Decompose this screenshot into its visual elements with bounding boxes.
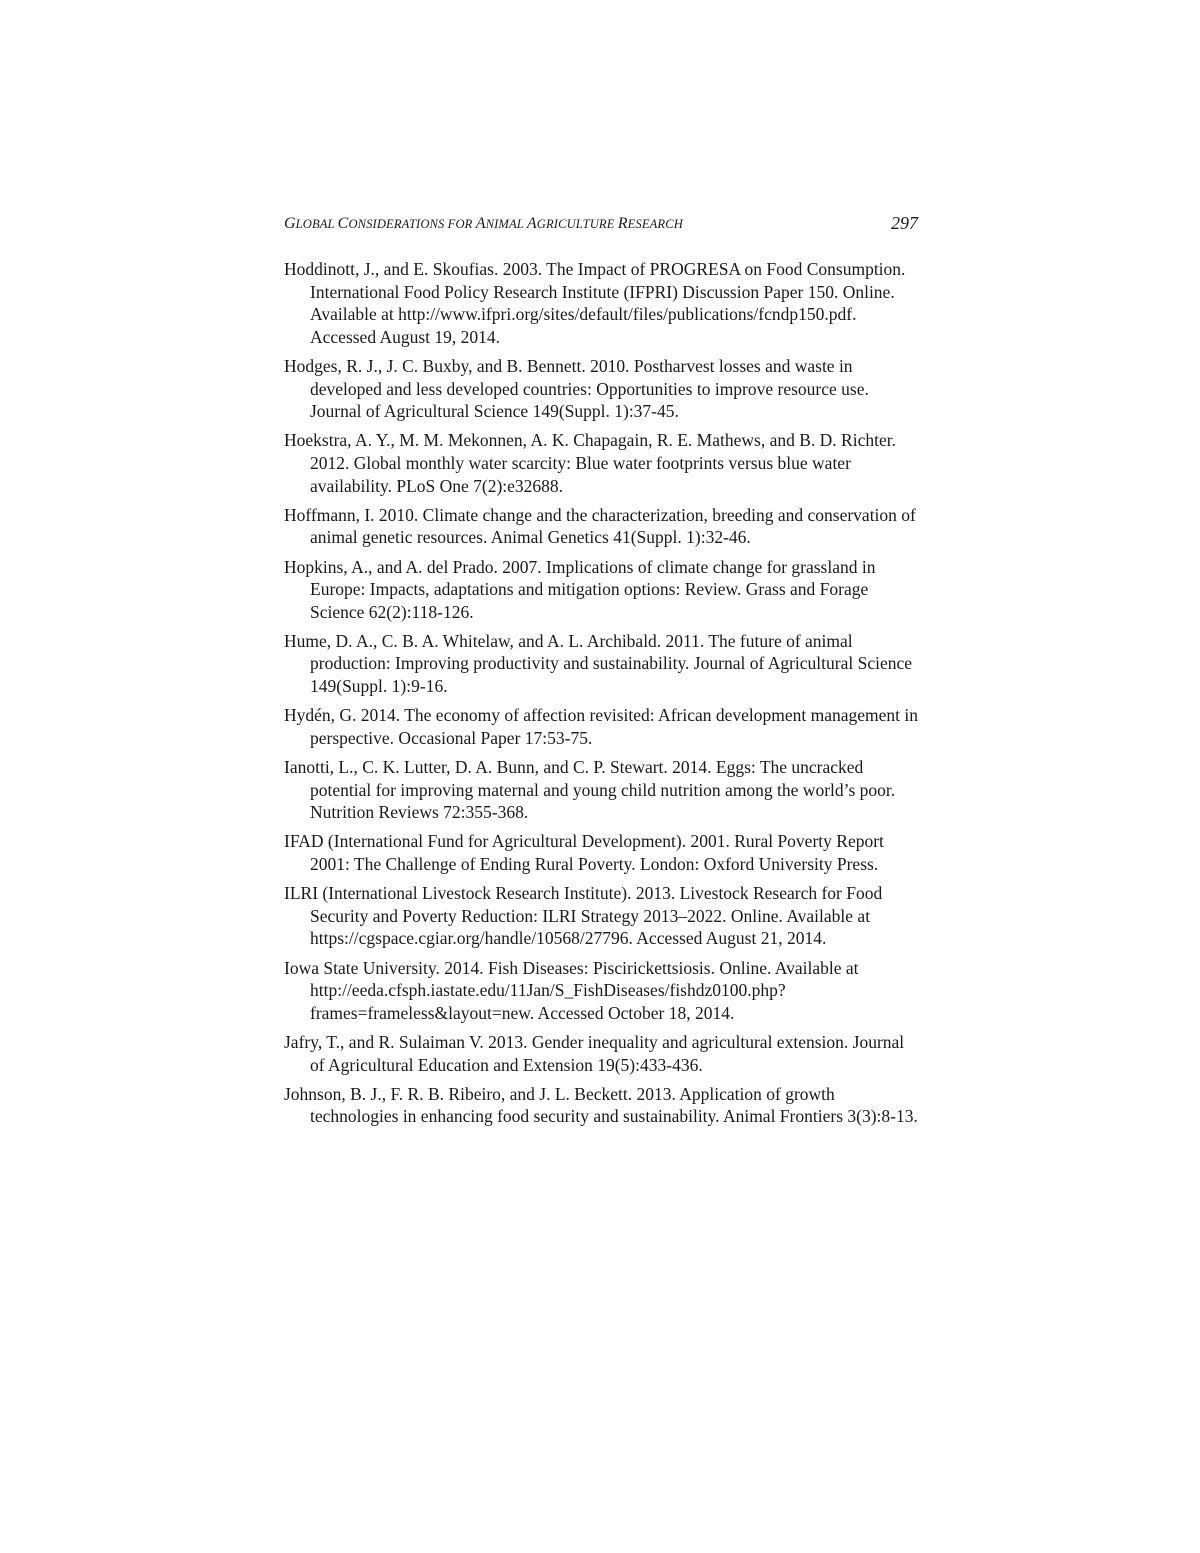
reference-entry: Hodges, R. J., J. C. Buxby, and B. Bennett. 2010. Postharvest losses and waste in developed and less developed countries: Opportunities to improve resource use. Journal of Agricultural Science 149(Suppl. 1):37-45.: [284, 355, 869, 422]
title-segment: A: [526, 215, 537, 232]
title-segment: ESEARCH: [627, 217, 683, 231]
reference-entry: ILRI (International Livestock Research Institute). 2013. Livestock Research for Food Security and Poverty Reduction: ILRI Strategy 2013–2022. Online. Available at https://cgspace.cgiar.org/handle/10568/27796. Accessed August 21, 2014.: [284, 883, 883, 949]
reference-entry: Jafry, T., and R. Sulaiman V. 2013. Gender inequality and agricultural extension. Journal of Agricultural Education and Extension 19(5):433-436.: [284, 1031, 905, 1075]
title-segment: NIMAL: [485, 217, 527, 231]
reference-entry: Hoffmann, I. 2010. Climate change and the characterization, breeding and conservation of animal genetic resources. Animal Genetics 41(Suppl. 1):32-46.: [284, 504, 916, 548]
reference-entry: Iowa State University. 2014. Fish Diseases: Piscirickettsiosis. Online. Available at http://eeda.cfsph.iastate.edu/11Jan/S_FishDiseases/fishdz0100.php?frames=frameless&layout=new. Accessed October 18, 2014.: [284, 957, 859, 1023]
running-title: [284, 212, 683, 236]
reference-entry: Johnson, B. J., F. R. B. Ribeiro, and J. L. Beckett. 2013. Application of growth technologies in enhancing food security and sustainability. Animal Frontiers 3(3):8-13.: [284, 1083, 918, 1127]
title-segment: R: [617, 215, 628, 232]
reference-entry: Ianotti, L., C. K. Lutter, D. A. Bunn, and C. P. Stewart. 2014. Eggs: The uncracked potential for improving maternal and young child nutrition among the world’s poor. Nutrition Reviews 72:355-368.: [284, 757, 896, 823]
running-head: [284, 212, 920, 238]
title-segment: ONSIDERATIONS FOR: [348, 217, 476, 231]
reference-entry: Hopkins, A., and A. del Prado. 2007. Implications of climate change for grassland in Europe: Impacts, adaptations and mitigation options: Review. Grass and Forage Science 62(2):118-126.: [284, 556, 876, 622]
reference-entry: IFAD (International Fund for Agricultural Development). 2001. Rural Poverty Report 2001: The Challenge of Ending Rural Poverty. London: Oxford University Press.: [284, 831, 884, 874]
title-segment: C: [337, 215, 349, 232]
reference-entry: Hume, D. A., C. B. A. Whitelaw, and A. L. Archibald. 2011. The future of animal production: Improving productivity and sustainability. Journal of Agricultural Science 149(Suppl. 1):9-16.: [284, 630, 913, 697]
title-segment: G: [284, 215, 296, 232]
reference-entry: Hydén, G. 2014. The economy of affection revisited: African development management in perspective. Occasional Paper 17:53-75.: [284, 705, 919, 748]
reference-entry: Hoekstra, A. Y., M. M. Mekonnen, A. K. Chapagain, R. E. Mathews, and B. D. Richter. 2012. Global monthly water scarcity: Blue water footprints versus blue water availability. PLoS One 7(2):e32688.: [284, 430, 896, 496]
title-segment: GRICULTURE: [536, 217, 618, 231]
title-segment: A: [475, 215, 486, 232]
page-number: 297: [891, 213, 918, 233]
reference-list: [284, 258, 920, 1135]
title-segment: LOBAL: [295, 217, 338, 231]
reference-entry: Hoddinott, J., and E. Skoufias. 2003. The Impact of PROGRESA on Food Consumption. International Food Policy Research Institute (IFPRI) Discussion Paper 150. Online. Available at http://www.ifpri.org/sites/default/files/publications/fcndp150.pdf. Accessed August 19, 2014.: [284, 259, 906, 347]
